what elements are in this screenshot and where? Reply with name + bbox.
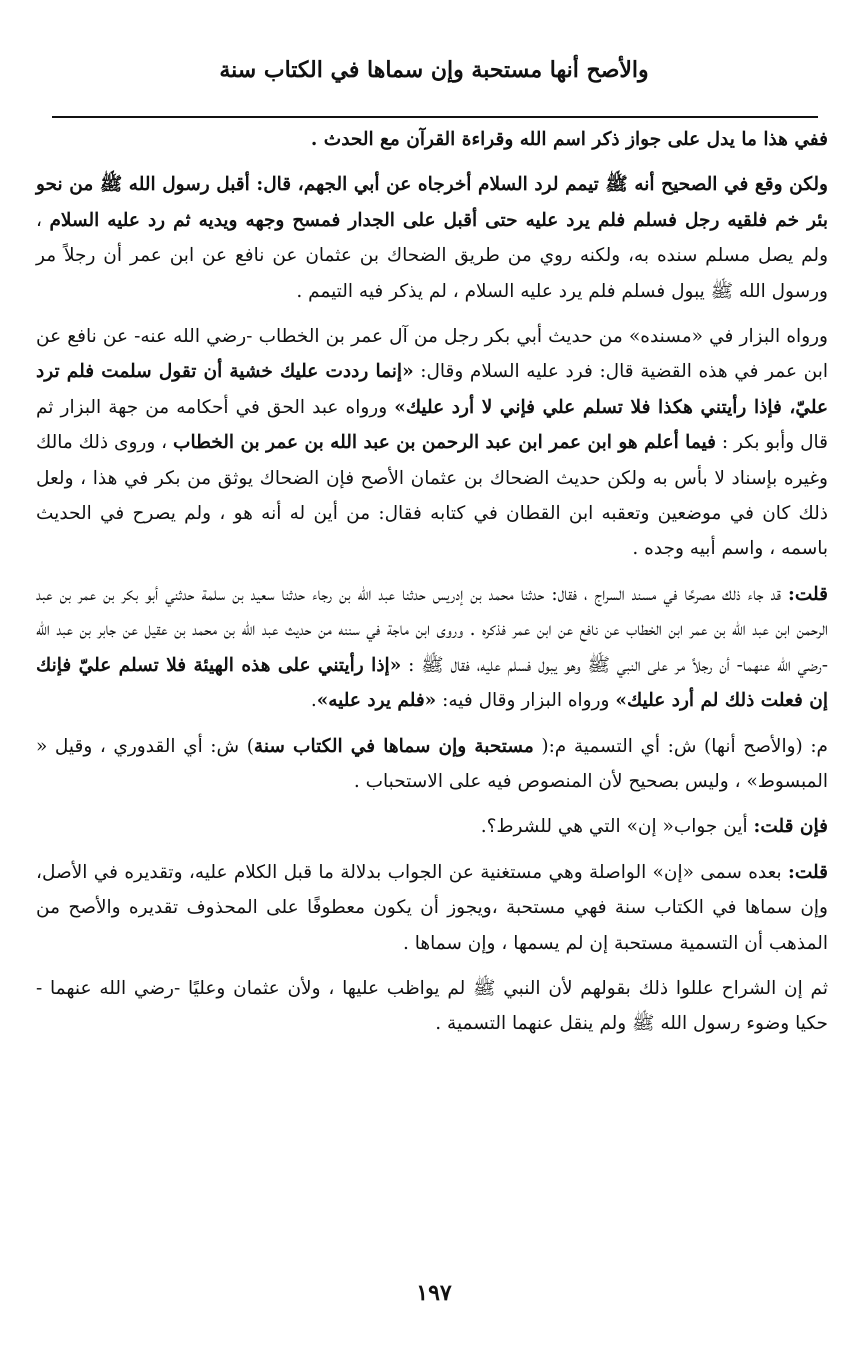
text-run: ) ش: أي القدوري ، وقيل « المبسوط» ، وليس بصحيح لأن المنصوص فيه على الاستحباب . xyxy=(36,735,828,792)
text-run: فيما أعلم هو ابن عمر ابن عبد الرحمن بن عبد الله بن عمر بن الخطاب xyxy=(173,432,716,454)
paragraph xyxy=(36,729,828,800)
text-run: ورواه عبد الحق في أحكامه من جهة البزار ثم قال وأبو بكر : xyxy=(36,396,829,454)
paragraph xyxy=(36,855,828,961)
text-run: أقبل رسول الله ﷺ من نحو بئر خم فلقيه رجل فسلم فلم يرد عليه حتى أقبل على الجدار فمسح وجهه ويديه ثم رد عليه السلام xyxy=(36,174,829,231)
text-run: ففي هذا ما يدل على جواز ذكر اسم الله وقراءة القرآن مع الحدث . xyxy=(310,129,828,150)
text-run: ، وروى ذلك مالك وغيره بإسناد لا بأس به ولكن حديث الضحاك بن عثمان الأصح فإن الضحاك يوثق من بكر في هذا ، ولعل ذلك كان في موضعين وتعقبه ابن القطان في كتابه فقال: من أين له أنه هو ، ولم يصرح في الحديث باسمه ، واسم أبيه وجده . xyxy=(36,432,828,560)
header-divider xyxy=(52,116,818,118)
text-run: قد جاء ذلك مصرحًا في مسند السراج ، فقال: حدثنا محمد بن إدريس حدثنا عبد الله بن رجاء حدثنا سعيد بن سلمة حدثني أبو بكر بن عمر بن عبد الرحمن ابن عبد الله بن عمر ابن الخطاب عن نافع عن ابن عمر فذكره . وروى ابن ماجة في سننه من حديث عبد الله بن محمد بن عقيل عن جابر بن عبد الله -رضي الله عنهما- أن رجلاً مر على النبي ﷺ وهو يبول فسلم عليه، فقال ﷺ : xyxy=(36,583,828,676)
text-run: ورواه البزار وقال فيه: xyxy=(436,690,616,712)
text-run: فإن قلت: xyxy=(753,816,828,838)
text-run: . xyxy=(310,690,317,712)
text-run: بعده سمى «إن» الواصلة وهي مستغنية عن الجواب بدلالة ما قبل الكلام عليه، وتقديره في الأصل، وإن سماها في الكتاب سنة فهي مستحبة ،ويجوز أن يكون معطوفًا على المحذوف تقديره والأصح من المذهب أن التسمية مستحبة إن لم يسمها ، وإن سماها . xyxy=(36,861,828,954)
text-run: «فلم يرد عليه» xyxy=(316,690,437,712)
text-run: ولكن وقع في الصحيح أنه ﷺ تيمم لرد السلام أخرجاه عن أبي الجهم، قال: xyxy=(249,174,828,196)
text-run: قلت: xyxy=(788,861,828,883)
paragraph xyxy=(36,122,828,157)
text-run: ، ولم يصل مسلم سنده به، ولكنه روي من طريق الضحاك بن عثمان عن نافع عن ابن عمر أن رجلاً مر ورسول الله ﷺ يبول فسلم فلم يرد عليه السلام ، لم يذكر فيه التيمم . xyxy=(36,209,828,302)
page-number: ١٩٧ xyxy=(416,1280,452,1306)
paragraph xyxy=(36,167,828,309)
text-run: ثم إن الشراح عللوا ذلك بقولهم لأن النبي ﷺ لم يواظب عليها ، ولأن عثمان وعليًا -رضي الله عنهما - حكيا وضوء رسول الله ﷺ ولم ينقل عنهما التسمية . xyxy=(36,977,828,1035)
running-header: والأصح أنها مستحبة وإن سماها في الكتاب سنة xyxy=(219,57,649,83)
text-run: «إنما رددت عليك خشية أن تقول سلمت فلم ترد عليّ، فإذا رأيتني هكذا فلا تسلم علي فإني لا أرد عليك» xyxy=(36,361,828,418)
paragraph xyxy=(36,577,828,719)
text-run: أين جواب« إن» التي هي للشرط؟. xyxy=(480,816,754,838)
text-run: ورواه البزار في «مسنده» من حديث أبي بكر رجل من آل عمر بن الخطاب -رضي الله عنه- عن نافع عن ابن عمر في هذه القضية قال: فرد عليه السلام وقال: xyxy=(36,326,828,383)
text-run: «إذا رأيتني على هذه الهيئة فلا تسلم عليّ فإنك إن فعلت ذلك لم أرد عليك» xyxy=(36,654,828,712)
text-run: قلت: xyxy=(788,583,828,605)
text-run: مستحبة وإن سماها في الكتاب سنة xyxy=(253,735,534,757)
paragraph xyxy=(36,319,828,567)
paragraph xyxy=(36,809,828,844)
paragraph xyxy=(36,971,828,1042)
body-text xyxy=(36,122,828,1042)
text-run: م: (والأصح أنها) ش: أي التسمية م:( xyxy=(533,735,829,757)
